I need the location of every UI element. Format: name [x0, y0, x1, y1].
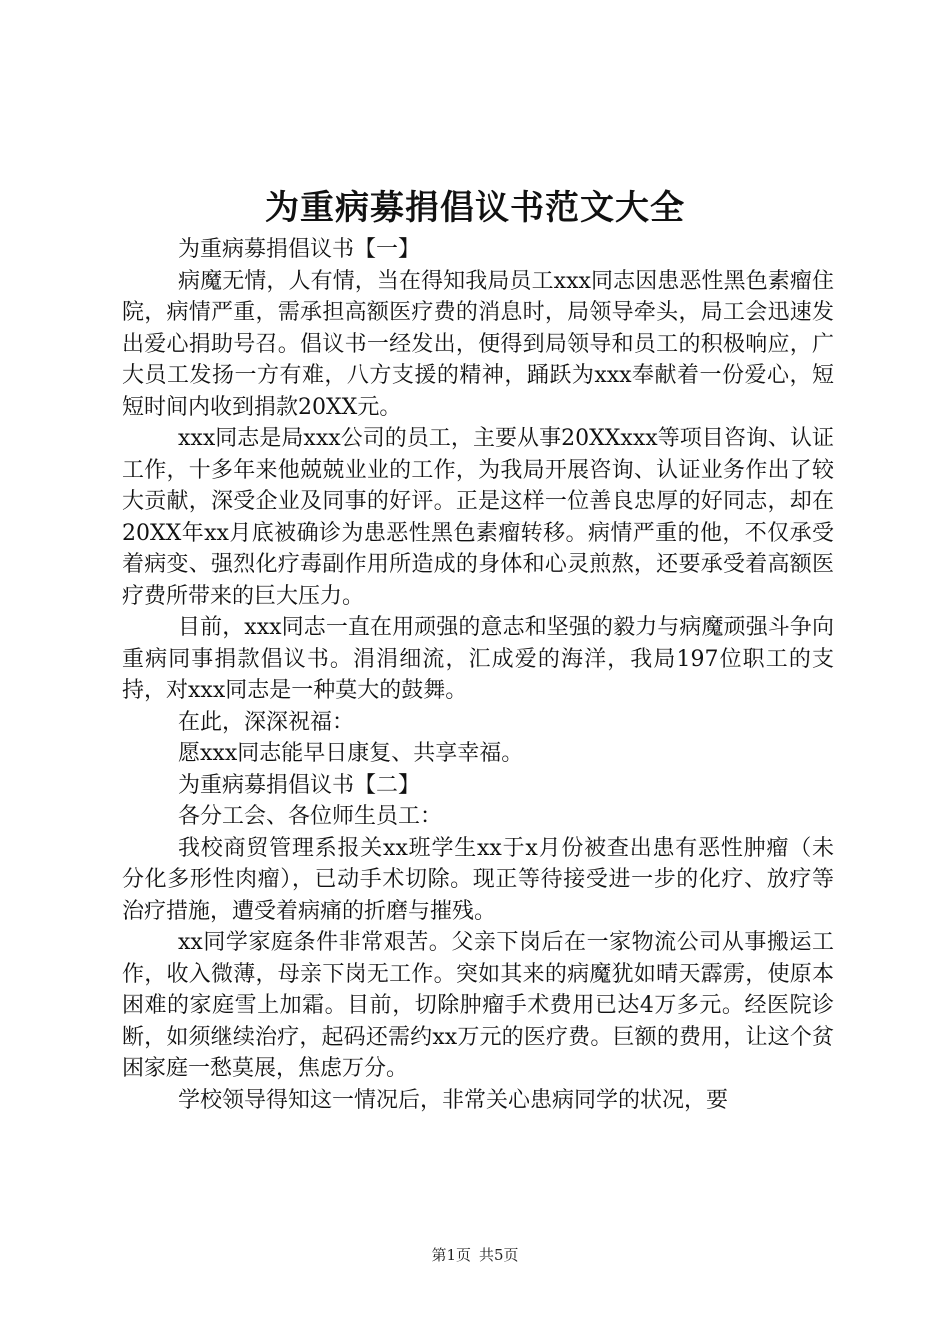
body-paragraph: xxx同志是局xxx公司的员工，主要从事20XXxxx等项目咨询、认证工作，十多年来他兢兢业业的工作，为我局开展咨询、认证业务作出了较大贡献，深受企业及同事的好评。正是这样一位善良忠厚的好同志，却在20XX年xx月底被确诊为患恶性黑色素瘤转移。病情严重的他，不仅承受着病变、强烈化疗毒副作用所造成的身体和心灵煎熬，还要承受着高额医疗费所带来的巨大压力。: [122, 426, 834, 609]
blessing-line: 愿xxx同志能早日康复、共享幸福。: [178, 741, 524, 766]
body-paragraph: 我校商贸管理系报关xx班学生xx于x月份被查出患有恶性肿瘤（未分化多形性肉瘤），已动手术切除。现正等待接受进一步的化疗、放疗等治疗措施，遭受着病痛的折磨与摧残。: [122, 835, 834, 924]
page-total: 共5页: [479, 1246, 519, 1264]
section-heading-2: 为重病募捐倡议书【二】: [178, 772, 421, 798]
body-paragraph: 目前，xxx同志一直在用顽强的意志和坚强的毅力与病魔顽强斗争向重病同事捐款倡议书。涓涓细流，汇成爱的海洋，我局197位职工的支持，对xxx同志是一种莫大的鼓舞。: [122, 615, 834, 703]
salutation: 各分工会、各位师生员工：: [178, 804, 443, 829]
blessing-line: 在此，深深祝福：: [178, 709, 355, 735]
document-title: 为重病募捐倡议书范文大全: [265, 188, 685, 228]
body-paragraph: xx同学家庭条件非常艰苦。父亲下岗后在一家物流公司从事搬运工作，收入微薄，母亲下岗无工作。突如其来的病魔犹如晴天霹雳，使原本困难的家庭雪上加霜。目前，切除肿瘤手术费用已达4万多元。经医院诊断，如须继续治疗，起码还需约xx万元的医疗费。巨额的费用，让这个贫困家庭一愁莫展，焦虑万分。: [122, 930, 834, 1081]
section-heading-1: 为重病募捐倡议书【一】: [178, 237, 421, 262]
body-paragraph: 病魔无情，人有情，当在得知我局员工xxx同志因患恶性黑色素瘤住院，病情严重，需承担高额医疗费的消息时，局领导牵头，局工会迅速发出爱心捐助号召。倡议书一经发出，便得到局领导和员工的积极响应，广大员工发扬一方有难，八方支援的精神，踊跃为xxx奉献着一份爱心，短短时间内收到捐款20XX元。: [122, 268, 834, 420]
page-number: 第1页: [431, 1246, 471, 1264]
page-footer: [0, 1244, 950, 1266]
document-body: [122, 234, 834, 1116]
body-paragraph: 学校领导得知这一情况后，非常关心患病同学的状况，要: [178, 1087, 729, 1113]
